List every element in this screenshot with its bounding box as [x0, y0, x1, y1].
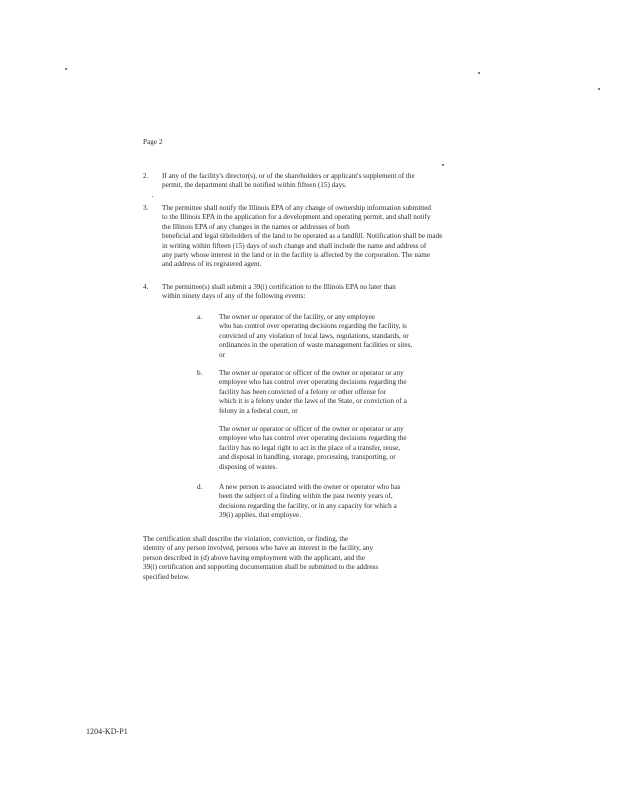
text-line: facility has been convicted of a felony or other offense for — [219, 387, 387, 396]
item-3-text — [162, 204, 442, 270]
subitem-letter: d. — [197, 483, 203, 491]
scan-speck — [152, 196, 153, 197]
text-line: A new person is associated with the owner or operator who has — [219, 483, 401, 491]
text-line: felony in a federal court, or — [219, 406, 298, 415]
text-line: facility has no legal right to act in the place of a transfer, reuse, — [219, 443, 401, 452]
scan-speck — [598, 88, 600, 90]
text-line: and disposal in handling, storage, processing, transporting, or — [219, 453, 396, 462]
text-line: 39(i) applies, that employee. — [219, 511, 302, 520]
text-line: If any of the facility's director(s), or of the shareholders or applicant's supplement of the — [162, 172, 415, 180]
item-2-text — [162, 172, 415, 191]
text-line: convicted of any violation of local laws, regulations, standards, or — [219, 331, 409, 340]
item-4-text — [162, 283, 396, 302]
scan-speck — [442, 164, 444, 166]
text-line: any party whose interest in the land or in the facility is affected by the corporation. The name — [162, 251, 430, 260]
text-line: The owner or operator or officer of the owner or operator or any — [219, 369, 404, 377]
scan-speck — [65, 68, 67, 70]
scan-speck — [478, 72, 480, 74]
text-line: the Illinois EPA of any changes in the names or addresses of both — [162, 222, 350, 231]
subitem-d-text — [219, 483, 400, 521]
text-line: who has control over operating decisions regarding the facility, is — [219, 322, 407, 331]
text-line: employee who has control over operating decisions regarding the — [219, 434, 407, 443]
text-line: 39(i) certification and supporting documentation shall be submitted to the address — [143, 563, 379, 572]
subitem-letter: b. — [197, 369, 203, 377]
text-line: in writing within fifteen (15) days of such change and shall include the name and address of — [162, 241, 427, 250]
text-line: decisions regarding the facility, or in any capacity for which a — [219, 501, 397, 510]
subitem-c-text — [219, 425, 407, 472]
subitem-letter: a. — [197, 313, 202, 321]
subitem-a-text — [219, 313, 412, 360]
text-line: specified below. — [143, 572, 190, 581]
text-line: employee who has control over operating decisions regarding the — [219, 378, 407, 387]
text-line: The certification shall describe the violation, conviction, or finding, the — [143, 535, 349, 543]
text-line: The permittee(s) shall submit a 39(i) certification to the Illinois EPA no later than — [162, 283, 396, 291]
text-line: The owner or operator or officer of the owner or operator or any — [219, 425, 404, 433]
text-line: or — [219, 350, 225, 359]
text-line: and address of its registered agent. — [162, 260, 262, 269]
text-line: The owner or operator of the facility, or any employee — [219, 313, 375, 321]
item-number: 2. — [143, 172, 149, 180]
item-number: 4. — [143, 283, 149, 291]
text-line: within ninety days of any of the following events: — [162, 292, 306, 301]
text-line: permit, the department shall be notified within fifteen (15) days. — [162, 181, 347, 190]
document-id: 1204-KD-P1 — [86, 727, 128, 736]
text-line: The permittee shall notify the Illinois EPA of any change of ownership information submitted — [162, 204, 432, 212]
text-line: beneficial and legal titleholders of the land to be operated as a landfill. Notification shall be made — [162, 232, 443, 241]
text-line: ordinances in the operation of waste management facilities or sites, — [219, 341, 413, 350]
item-number: 3. — [143, 204, 149, 212]
closing-paragraph — [143, 535, 378, 582]
text-line: to the Illinois EPA in the application for a development and operating permit, and shall notify — [162, 213, 431, 222]
page-label: Page 2 — [143, 138, 163, 146]
text-line: disposing of wastes. — [219, 462, 278, 471]
text-line: identity of any person involved, persons who have an interest in the facility, any — [143, 544, 374, 553]
text-line: been the subject of a finding within the past twenty years of, — [219, 492, 393, 501]
subitem-b-text — [219, 369, 407, 416]
text-line: person described in (d) above having employment with the applicant, and the — [143, 553, 365, 562]
text-line: which it is a felony under the laws of the State, or conviction of a — [219, 397, 407, 406]
